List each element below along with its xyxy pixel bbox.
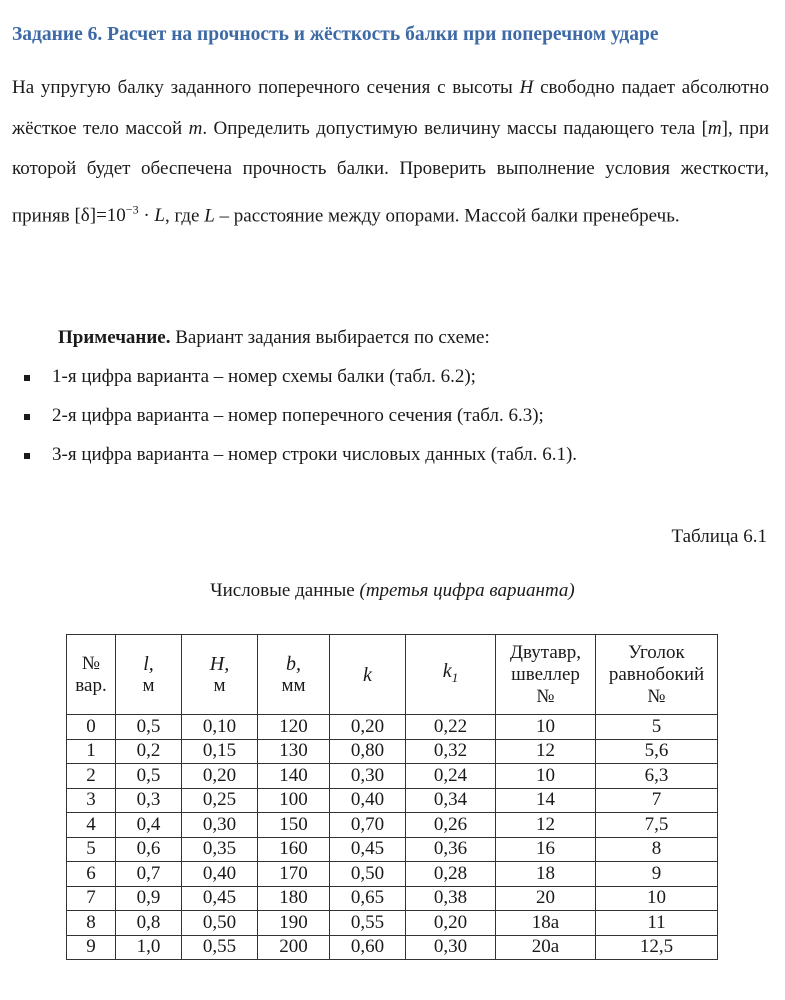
table-row [67,788,718,813]
table-row [67,739,718,764]
table-number: Таблица 6.1 [671,526,767,547]
bullet-icon [24,453,30,459]
table-cell: 0,30 [406,935,496,960]
table-cell: 190 [258,911,330,936]
table-row [67,813,718,838]
table-cell: 0,10 [182,715,258,740]
table-cell: 8 [67,911,116,936]
table-cell: 7,5 [596,813,718,838]
table-cell: 0,2 [116,739,182,764]
list-item [12,405,577,444]
table-row [67,911,718,936]
table-cell: 5,6 [596,739,718,764]
table-row [67,935,718,960]
table-cell: 0,36 [406,837,496,862]
var-m: m [188,117,203,139]
table-cell: 1 [67,739,116,764]
header-text: H, [209,652,230,675]
table-cell: 0,30 [330,764,406,789]
header-text: № [647,685,666,707]
table-cell: 0,9 [116,886,182,911]
column-header [330,635,406,715]
table-cell: 200 [258,935,330,960]
var-H: H [519,77,534,98]
problem-statement [12,68,769,236]
table-cell: 180 [258,886,330,911]
table-row [67,862,718,887]
var-L: L [154,204,165,226]
table-cell: 0,32 [406,739,496,764]
list-item-text: 1-я цифра варианта – номер схемы балки (табл. 6.2); [52,366,476,387]
table-cell: 5 [596,715,718,740]
table-cell: 14 [496,788,596,813]
table-cell: 0,55 [330,911,406,936]
table-cell: 170 [258,862,330,887]
table-cell: 0,4 [116,813,182,838]
table-cell: 0,45 [330,837,406,862]
table-cell: 0,30 [182,813,258,838]
header-text: b, [286,652,301,675]
table-cell: 3 [67,788,116,813]
table-cell: 160 [258,837,330,862]
table-cell: 0,50 [330,862,406,887]
table-cell: 0,35 [182,837,258,862]
header-text: м [213,674,226,696]
section-title: Задание 6. Расчет на прочность и жёсткость балки при поперечном ударе [12,24,659,45]
table-cell: 5 [67,837,116,862]
table-cell: 7 [67,886,116,911]
text: . Определить допустимую величину массы падающего тела [ [202,117,708,139]
table-cell: 0,40 [330,788,406,813]
table-cell: 0,3 [116,788,182,813]
table-cell: 0,28 [406,862,496,887]
text: На упругую балку заданного поперечного сечения с высоты [12,77,520,98]
table-cell: 0,15 [182,739,258,764]
table-cell: 0,22 [406,715,496,740]
table-cell: 0,6 [116,837,182,862]
formula-dot: · [138,204,155,226]
table-cell: 6 [67,862,116,887]
table-cell: 20 [496,886,596,911]
column-header [182,635,258,715]
column-header [67,635,116,715]
table-cell: 12 [496,813,596,838]
header-text: № [81,652,101,674]
column-header [116,635,182,715]
table-cell: 100 [258,788,330,813]
text: ], при которой будет обеспечена прочность балки. Проверить выполнение условия жесткости, приняв [12,117,770,226]
text: – расстояние между опорами. Массой балки пренебречь. [214,204,680,226]
table-cell: 0,20 [406,911,496,936]
table-cell: 0,50 [182,911,258,936]
table-cell: 120 [258,715,330,740]
caption-text: Числовые данные [210,580,360,601]
header-text: k [363,663,372,686]
note-label: Примечание. [58,327,171,348]
table-cell: 10 [596,886,718,911]
header-text: вар. [75,674,107,696]
table-cell: 0,65 [330,886,406,911]
table-cell: 18а [496,911,596,936]
table-cell: 0,38 [406,886,496,911]
note-text: Вариант задания выбирается по схеме: [170,327,490,348]
list-item-text: 3-я цифра варианта – номер строки числовых данных (табл. 6.1). [52,444,578,465]
header-text: швеллер [511,663,580,685]
list-item-text: 2-я цифра варианта – номер поперечного сечения (табл. 6.3); [52,405,544,426]
table-cell: 150 [258,813,330,838]
var-L: L [204,204,215,226]
table-cell: 0,24 [406,764,496,789]
header-text: l, [143,652,154,675]
bullet-list [12,366,577,483]
table-cell: 16 [496,837,596,862]
table-body [67,715,718,960]
table-cell: 10 [496,715,596,740]
table-cell: 1,0 [116,935,182,960]
table-cell: 140 [258,764,330,789]
header-row [67,635,718,715]
table-cell: 0,70 [330,813,406,838]
caption-italic: (третья цифра варианта) [359,580,575,601]
table-cell: 0,5 [116,764,182,789]
formula [74,202,165,226]
bullet-icon [24,414,30,420]
header-text: мм [281,674,306,696]
table-cell: 20а [496,935,596,960]
table-cell: 8 [596,837,718,862]
table-row [67,764,718,789]
column-header [596,635,718,715]
table-cell: 6,3 [596,764,718,789]
table-cell: 9 [596,862,718,887]
table-cell: 18 [496,862,596,887]
column-header [496,635,596,715]
table-cell: 0,8 [116,911,182,936]
header-text: № [536,685,555,707]
bullet-icon [24,375,30,381]
table-cell: 12,5 [596,935,718,960]
text: , где [164,204,205,226]
table-cell: 0,34 [406,788,496,813]
table-cell: 0,55 [182,935,258,960]
table-cell: 0,20 [330,715,406,740]
header-text: м [142,674,155,696]
table-cell: 0,5 [116,715,182,740]
column-header [258,635,330,715]
list-item [12,444,577,483]
table-cell: 0,80 [330,739,406,764]
header-text: Двутавр, [510,641,581,663]
table-cell: 0,25 [182,788,258,813]
table-row [67,886,718,911]
note [58,327,490,349]
table-cell: 2 [67,764,116,789]
table-cell: 12 [496,739,596,764]
table-cell: 4 [67,813,116,838]
header-text: Уголок [628,641,685,663]
data-table [66,634,718,960]
table-cell: 0,26 [406,813,496,838]
table-row [67,715,718,740]
table-cell: 0,7 [116,862,182,887]
formula-exponent: −3 [125,202,139,217]
table-caption [0,580,785,602]
table-cell: 10 [496,764,596,789]
header-text: $k_1$ [442,660,459,685]
table-cell: 130 [258,739,330,764]
table-cell: 0,45 [182,886,258,911]
table-cell: 0,40 [182,862,258,887]
table-cell: 7 [596,788,718,813]
text: свободно падает абсолютно жёсткое тело массой [12,77,769,139]
table-cell: 0,20 [182,764,258,789]
list-item [12,366,577,405]
table-cell: 11 [596,911,718,936]
formula-base: [δ]=10 [74,204,126,226]
table-cell: 9 [67,935,116,960]
var-m: m [707,117,722,139]
table-cell: 0,60 [330,935,406,960]
header-text: равнобокий [608,663,705,685]
column-header [406,635,496,715]
table-row [67,837,718,862]
table-cell: 0 [67,715,116,740]
